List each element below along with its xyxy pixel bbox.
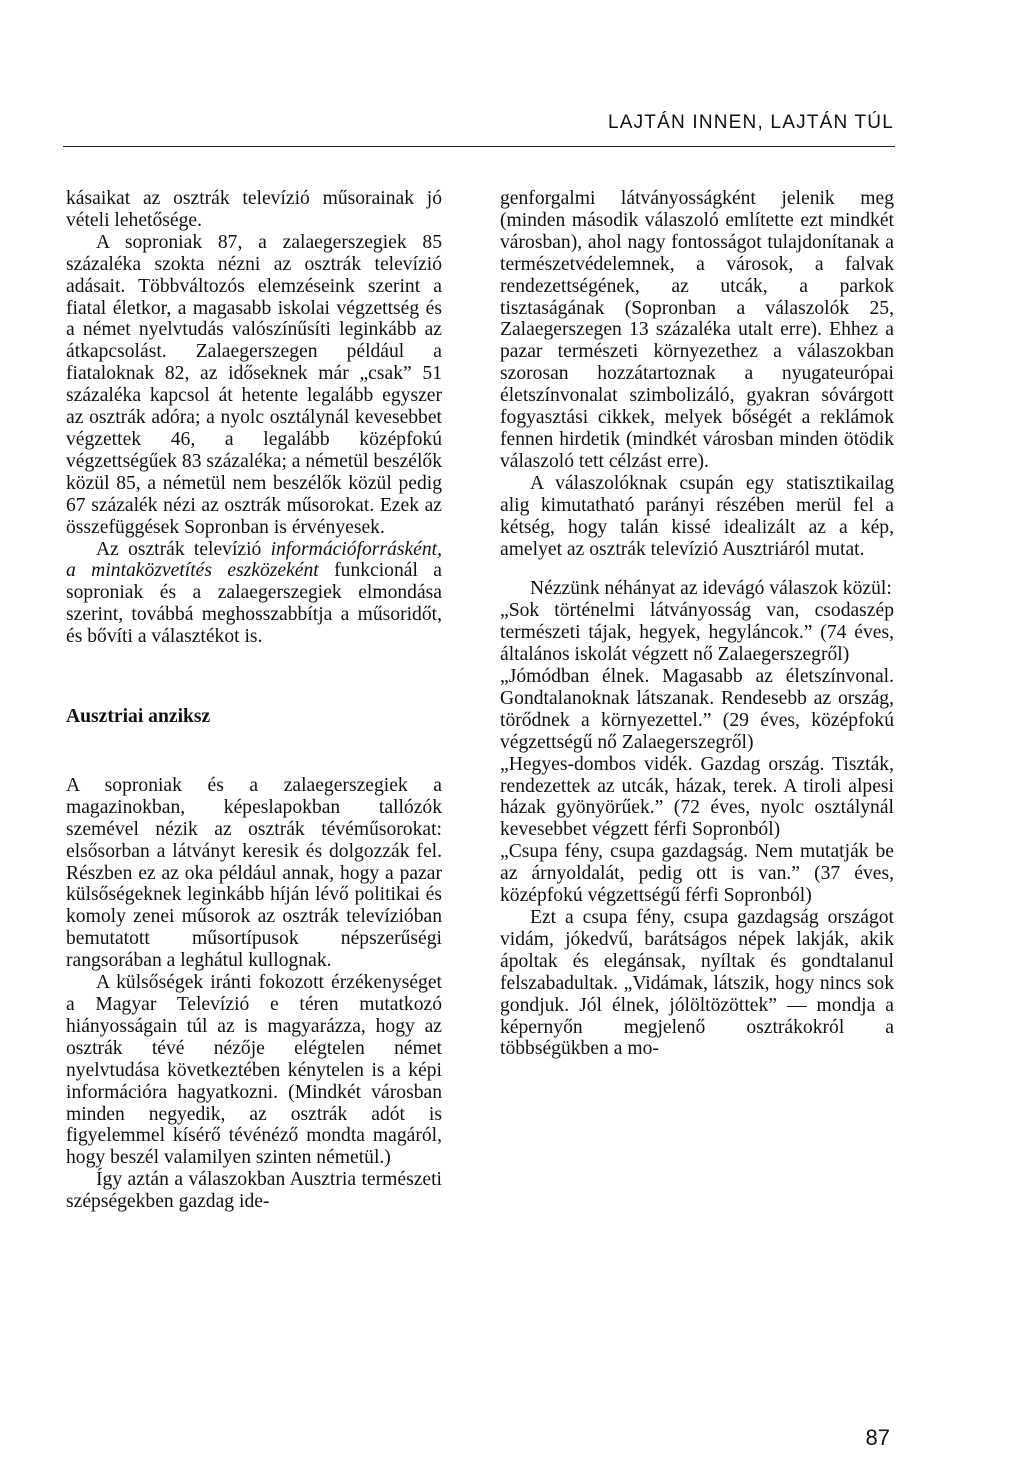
section-heading: Ausztriai anziksz [66, 706, 211, 728]
quote: „Jómódban élnek. Magasabb az életszínvonal. Gondtalanoknak látszanak. Rendesebb az ország, törődnek a környezettel.” (29 éves, középfokú végzettségű nő Zalaegerszegről) [500, 666, 894, 753]
right-column [500, 188, 894, 1060]
italic-emphasis: információforrásként, a mintaközvetítés eszközeként [66, 538, 442, 582]
paragraph: kásaikat az osztrák televízió műsorainak jó vételi lehetősége. [66, 188, 442, 231]
page-number: 87 [865, 1425, 890, 1450]
quote: „Hegyes-dombos vidék. Gazdag ország. Tiszták, rendezettek az utcák, házak, terek. A tiroli alpesi házak gyönyörűek.” (72 éves, nyolc osztálynál kevesebbet végzett férfi Sopronból) [500, 753, 894, 841]
paragraph: A külsőségek iránti fokozott érzékenységet a Magyar Televízió e téren mutatkozó hiányosságain túl az is magyarázza, hogy az osztrák tévé nézője elégtelen német nyelvtudása következtében kénytelen is a képi információra hagyatkozni. (Mindkét városban minden negyedik, az osztrák adót is figyelemmel kísérő tévénéző mondta magáról, hogy beszél valamilyen szinten németül.) [66, 972, 442, 1169]
paragraph: Ezt a csupa fény, csupa gazdagság országot vidám, jókedvű, barátságos népek lakják, akik ápoltak és elegánsak, nyíltak és gondtalanul felszabadultak. „Vidámak, látszik, hogy nincs sok gondjuk. Jól élnek, jólöltözöttek” — mondja a képernyőn megjelenő osztrákokról a többségükben a mo- [500, 907, 894, 1060]
paragraph: A válaszolóknak csupán egy statisztikailag alig kimutatható parányi részében merül fel a kétség, hogy talán kissé idealizált az a kép, amelyet az osztrák televízió Ausztriáról mutat. [500, 472, 894, 560]
quote: „Sok történelmi látványosság van, csodaszép természeti tájak, hegyek, hegyláncok.” (74 éves, általános iskolát végzett nő Zalaegerszegről) [500, 600, 894, 666]
header-rule [63, 146, 895, 147]
text-run: funkcionál a soproniak és a zalaegerszegiek elmondása szerint, továbbá meghosszabbítja a műsoridőt, és bővíti a választékot is. [66, 560, 442, 648]
paragraph: A soproniak és a zalaegerszegiek a magazinokban, képeslapokban tallózók szemével nézik az osztrák tévéműsorokat: elsősorban a látványt keresik és dolgozzák fel. Részben ez az oka például annak, hogy a pazar külsőségeknek leginkább híján lévő politikai és komoly zenei műsorok az osztrák televízióban bemutatott műsortípusok népszerűségi rangsorában a leghátul kullognak. [66, 774, 442, 972]
paragraph [66, 539, 442, 649]
text-run: Az osztrák televízió [96, 538, 271, 560]
left-column [66, 188, 442, 1213]
running-head: LAJTÁN INNEN, LAJTÁN TÚL [607, 112, 894, 133]
paragraph: Nézzünk néhányat az idevágó válaszok közül: [530, 578, 892, 600]
paragraph: genforgalmi látványosságként jelenik meg (minden második válaszoló említette ezt mindkét városban), ahol nagy fontosságot tulajdonítanak a természetvédelemnek, a városok, a falvak rendezettségének, az utcák, a parkok tisztaságának (Sopronban a válaszolók 25, Zalaegerszegen 13 százaléka utalt erre). Ehhez a pazar természeti környezethez a válaszokban szorosan hozzátartoznak a nyugateurópai életszínvonalat szimbolizáló, gyakran sóvárgott fogyasztási cikkek, melyek bőségét a reklámok fennen hirdetik (mindkét városban minden ötödik válaszoló tett célzást erre). [500, 188, 894, 472]
paragraph: A soproniak 87, a zalaegerszegiek 85 százaléka szokta nézni az osztrák televízió adásait. Többváltozós elemzéseink szerint a fiatal életkor, a magasabb iskolai végzettség és a német nyelvtudás valószínűsíti leginkább az átkapcsolást. Zalaegerszegen például a fiataloknak 82, az időseknek már „csak” 51 százaléka kapcsol át hetente legalább egyszer az osztrák adóra; a nyolc osztálynál kevesebbet végzettek 46, a legalább középfokú végzettségűek 83 százaléka; a németül beszélők közül 85, a németül nem beszélők közül pedig 67 százalék nézi az osztrák műsorokat. Ezek az összefüggések Sopronban is érvényesek. [66, 231, 442, 538]
quote: „Csupa fény, csupa gazdagság. Nem mutatják be az árnyoldalát, pedig ott is van.” (37 éves, középfokú végzettségű férfi Sopronból) [500, 841, 894, 907]
paragraph: Így aztán a válaszokban Ausztria természeti szépségekben gazdag ide- [66, 1169, 442, 1213]
